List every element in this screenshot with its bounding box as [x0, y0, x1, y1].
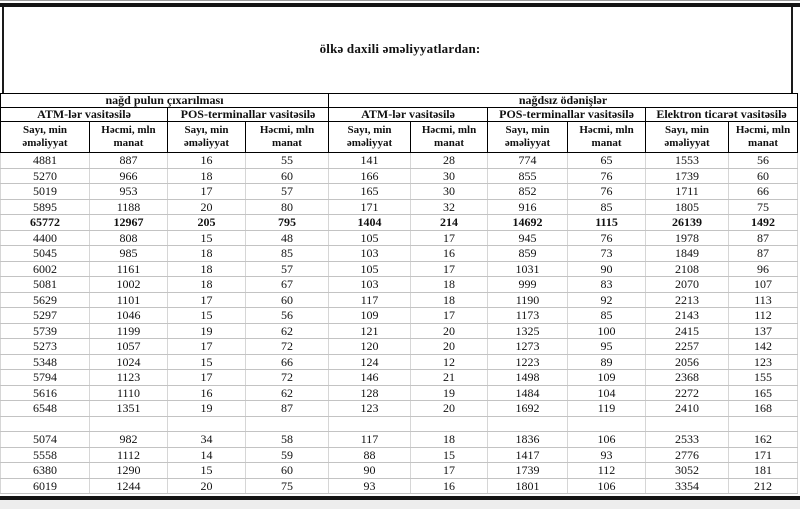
cell: 953	[90, 184, 168, 200]
cell: 16	[411, 246, 488, 262]
cell: 48	[246, 230, 329, 246]
table-row	[1, 277, 798, 293]
cell: 1290	[90, 463, 168, 479]
cell: 1836	[488, 432, 568, 448]
table-body	[1, 153, 798, 494]
table-row	[1, 385, 798, 401]
cell: 17	[168, 292, 246, 308]
cell: 141	[329, 153, 411, 169]
cell: 5348	[1, 354, 90, 370]
cell: 859	[488, 246, 568, 262]
cell: 212	[729, 478, 798, 494]
table-row	[1, 478, 798, 494]
table-row	[1, 354, 798, 370]
top-hairline	[0, 0, 800, 1]
table-row	[1, 184, 798, 200]
cell: 945	[488, 230, 568, 246]
column-header-row	[1, 122, 798, 153]
cell: 155	[729, 370, 798, 386]
cell: 171	[729, 447, 798, 463]
table-row	[1, 230, 798, 246]
cell: 15	[168, 308, 246, 324]
page-title: ölkə daxili əməliyyatlardan:	[319, 41, 481, 56]
cell: 887	[90, 153, 168, 169]
column-header-hecmi: Həcmi, mln manat	[411, 122, 488, 153]
cell: 2070	[646, 277, 729, 293]
cell: 2108	[646, 261, 729, 277]
cell: 32	[411, 199, 488, 215]
cell: 56	[729, 153, 798, 169]
cell: 85	[568, 308, 646, 324]
group-header-cash-withdrawal: nağd pulun çıxarılması	[1, 94, 329, 108]
subgroup-header-atm-cash: ATM-lər vasitəsilə	[1, 108, 168, 122]
cell: 18	[168, 261, 246, 277]
cell: 5616	[1, 385, 90, 401]
cell: 85	[568, 199, 646, 215]
cell: 18	[411, 292, 488, 308]
cell: 205	[168, 215, 246, 231]
cell: 18	[168, 277, 246, 293]
cell: 72	[246, 339, 329, 355]
cell: 985	[90, 246, 168, 262]
cell: 1173	[488, 308, 568, 324]
cell: 2415	[646, 323, 729, 339]
cell: 137	[729, 323, 798, 339]
cell: 1351	[90, 401, 168, 417]
cell: 17	[411, 230, 488, 246]
cell: 89	[568, 354, 646, 370]
cell: 18	[168, 246, 246, 262]
cell: 60	[246, 292, 329, 308]
cell: 1101	[90, 292, 168, 308]
cell: 87	[729, 230, 798, 246]
cell: 982	[90, 432, 168, 448]
cell: 1199	[90, 323, 168, 339]
cell: 103	[329, 277, 411, 293]
cell: 2410	[646, 401, 729, 417]
cell: 14	[168, 447, 246, 463]
cell: 107	[729, 277, 798, 293]
cell: 88	[329, 447, 411, 463]
cell	[488, 416, 568, 432]
cell: 76	[568, 184, 646, 200]
cell: 1801	[488, 478, 568, 494]
cell: 80	[246, 199, 329, 215]
cell: 85	[246, 246, 329, 262]
cell: 12967	[90, 215, 168, 231]
cell: 15	[168, 463, 246, 479]
cell: 30	[411, 168, 488, 184]
cell: 17	[411, 308, 488, 324]
cell: 62	[246, 385, 329, 401]
cell: 66	[729, 184, 798, 200]
table-header	[1, 94, 798, 153]
cell: 18	[411, 432, 488, 448]
cell: 3354	[646, 478, 729, 494]
cell: 162	[729, 432, 798, 448]
cell: 30	[411, 184, 488, 200]
cell: 26139	[646, 215, 729, 231]
cell: 6002	[1, 261, 90, 277]
cell: 999	[488, 277, 568, 293]
table-row	[1, 447, 798, 463]
cell: 2257	[646, 339, 729, 355]
cell: 1112	[90, 447, 168, 463]
table-row	[1, 339, 798, 355]
cell: 2272	[646, 385, 729, 401]
cell: 20	[411, 339, 488, 355]
cell: 60	[246, 463, 329, 479]
cell: 5019	[1, 184, 90, 200]
table-row	[1, 308, 798, 324]
cell: 112	[568, 463, 646, 479]
cell: 1031	[488, 261, 568, 277]
table-row	[1, 168, 798, 184]
cell: 65	[568, 153, 646, 169]
cell: 146	[329, 370, 411, 386]
cell: 5074	[1, 432, 90, 448]
table-row	[1, 401, 798, 417]
cell: 60	[729, 168, 798, 184]
column-header-hecmi: Həcmi, mln manat	[246, 122, 329, 153]
cell: 17	[411, 463, 488, 479]
cell: 5273	[1, 339, 90, 355]
cell: 2143	[646, 308, 729, 324]
cell: 124	[329, 354, 411, 370]
table-row	[1, 463, 798, 479]
cell: 109	[568, 370, 646, 386]
column-header-hecmi: Həcmi, mln manat	[568, 122, 646, 153]
cell: 76	[568, 168, 646, 184]
cell: 3052	[646, 463, 729, 479]
table-row	[1, 199, 798, 215]
cell: 104	[568, 385, 646, 401]
cell: 21	[411, 370, 488, 386]
cell: 123	[729, 354, 798, 370]
cell: 90	[568, 261, 646, 277]
cell: 2776	[646, 447, 729, 463]
cell: 96	[729, 261, 798, 277]
cell: 1024	[90, 354, 168, 370]
cell: 66	[246, 354, 329, 370]
cell: 1046	[90, 308, 168, 324]
cell: 214	[411, 215, 488, 231]
cell: 15	[168, 354, 246, 370]
cell: 171	[329, 199, 411, 215]
cell: 1849	[646, 246, 729, 262]
cell: 1711	[646, 184, 729, 200]
cell: 1739	[646, 168, 729, 184]
cell: 181	[729, 463, 798, 479]
cell: 774	[488, 153, 568, 169]
cell: 12	[411, 354, 488, 370]
cell	[168, 416, 246, 432]
cell	[411, 416, 488, 432]
cell: 1110	[90, 385, 168, 401]
cell: 123	[329, 401, 411, 417]
cell: 117	[329, 292, 411, 308]
cell: 1553	[646, 153, 729, 169]
group-header-row	[1, 94, 798, 108]
subgroup-header-ecommerce: Elektron ticarət vasitəsilə	[646, 108, 798, 122]
cell	[1, 416, 90, 432]
operations-table	[0, 93, 798, 494]
cell: 5739	[1, 323, 90, 339]
cell: 56	[246, 308, 329, 324]
cell: 966	[90, 168, 168, 184]
cell: 5895	[1, 199, 90, 215]
cell: 105	[329, 230, 411, 246]
cell: 1692	[488, 401, 568, 417]
column-header-hecmi: Həcmi, mln manat	[729, 122, 798, 153]
cell: 95	[568, 339, 646, 355]
cell: 1978	[646, 230, 729, 246]
cell: 34	[168, 432, 246, 448]
cell: 2213	[646, 292, 729, 308]
cell: 18	[168, 168, 246, 184]
cell: 4881	[1, 153, 90, 169]
cell: 67	[246, 277, 329, 293]
cell: 106	[568, 432, 646, 448]
cell: 1002	[90, 277, 168, 293]
cell: 6548	[1, 401, 90, 417]
cell: 1484	[488, 385, 568, 401]
cell: 105	[329, 261, 411, 277]
cell: 1115	[568, 215, 646, 231]
cell	[246, 416, 329, 432]
cell: 75	[246, 478, 329, 494]
cell: 5270	[1, 168, 90, 184]
table-row	[1, 246, 798, 262]
cell: 128	[329, 385, 411, 401]
cell: 119	[568, 401, 646, 417]
cell: 17	[168, 370, 246, 386]
subgroup-header-atm-cashless: ATM-lər vasitəsilə	[329, 108, 488, 122]
cell: 5558	[1, 447, 90, 463]
cell: 19	[168, 401, 246, 417]
cell: 1190	[488, 292, 568, 308]
cell: 18	[411, 277, 488, 293]
cell: 17	[411, 261, 488, 277]
table-row	[1, 370, 798, 386]
column-header-sayi: Sayı, min əməliyyat	[488, 122, 568, 153]
cell: 28	[411, 153, 488, 169]
cell: 1325	[488, 323, 568, 339]
cell: 60	[246, 168, 329, 184]
cell	[90, 416, 168, 432]
cell: 5081	[1, 277, 90, 293]
cell	[568, 416, 646, 432]
cell: 83	[568, 277, 646, 293]
cell: 17	[168, 339, 246, 355]
cell: 1498	[488, 370, 568, 386]
cell: 121	[329, 323, 411, 339]
cell: 58	[246, 432, 329, 448]
cell	[329, 416, 411, 432]
cell: 5297	[1, 308, 90, 324]
cell: 62	[246, 323, 329, 339]
cell: 1057	[90, 339, 168, 355]
cell: 1492	[729, 215, 798, 231]
cell: 1273	[488, 339, 568, 355]
cell: 92	[568, 292, 646, 308]
cell: 87	[729, 246, 798, 262]
cell: 4400	[1, 230, 90, 246]
cell: 72	[246, 370, 329, 386]
column-header-sayi: Sayı, min əməliyyat	[646, 122, 729, 153]
cell: 1404	[329, 215, 411, 231]
cell: 55	[246, 153, 329, 169]
cell: 65772	[1, 215, 90, 231]
cell: 1805	[646, 199, 729, 215]
cell: 6019	[1, 478, 90, 494]
cell: 6380	[1, 463, 90, 479]
cell: 93	[568, 447, 646, 463]
cell: 1123	[90, 370, 168, 386]
cell: 808	[90, 230, 168, 246]
cell: 90	[329, 463, 411, 479]
cell: 19	[168, 323, 246, 339]
cell: 916	[488, 199, 568, 215]
cell: 93	[329, 478, 411, 494]
table-row	[1, 292, 798, 308]
table-row	[1, 261, 798, 277]
cell: 855	[488, 168, 568, 184]
cell: 109	[329, 308, 411, 324]
cell: 113	[729, 292, 798, 308]
cell: 5794	[1, 370, 90, 386]
cell: 112	[729, 308, 798, 324]
subgroup-header-pos-cash: POS-terminallar vasitəsilə	[168, 108, 329, 122]
cell: 2368	[646, 370, 729, 386]
cell: 2533	[646, 432, 729, 448]
cell: 106	[568, 478, 646, 494]
cell: 14692	[488, 215, 568, 231]
footer-grey-strip	[0, 500, 800, 509]
cell: 165	[729, 385, 798, 401]
cell: 20	[411, 323, 488, 339]
cell: 57	[246, 184, 329, 200]
cell: 103	[329, 246, 411, 262]
cell: 15	[411, 447, 488, 463]
cell: 795	[246, 215, 329, 231]
cell: 16	[168, 153, 246, 169]
cell: 16	[411, 478, 488, 494]
column-header-hecmi: Həcmi, mln manat	[90, 122, 168, 153]
cell: 87	[246, 401, 329, 417]
cell: 76	[568, 230, 646, 246]
cell: 117	[329, 432, 411, 448]
cell: 120	[329, 339, 411, 355]
group-header-cashless-payments: nağdsız ödənişlər	[329, 94, 798, 108]
cell: 57	[246, 261, 329, 277]
column-header-sayi: Sayı, min əməliyyat	[329, 122, 411, 153]
cell: 20	[168, 199, 246, 215]
cell: 73	[568, 246, 646, 262]
cell: 1417	[488, 447, 568, 463]
cell: 16	[168, 385, 246, 401]
table-row	[1, 416, 798, 432]
cell	[646, 416, 729, 432]
cell: 19	[411, 385, 488, 401]
cell: 2056	[646, 354, 729, 370]
cell: 1188	[90, 199, 168, 215]
cell: 1739	[488, 463, 568, 479]
table-row	[1, 323, 798, 339]
cell: 142	[729, 339, 798, 355]
cell: 165	[329, 184, 411, 200]
cell: 852	[488, 184, 568, 200]
top-rule	[0, 3, 800, 7]
table-row	[1, 153, 798, 169]
cell: 166	[329, 168, 411, 184]
cell: 59	[246, 447, 329, 463]
cell: 20	[168, 478, 246, 494]
cell: 100	[568, 323, 646, 339]
cell	[729, 416, 798, 432]
cell: 15	[168, 230, 246, 246]
table-row	[1, 432, 798, 448]
cell: 1244	[90, 478, 168, 494]
table-row	[1, 215, 798, 231]
cell: 168	[729, 401, 798, 417]
column-header-sayi: Sayı, min əməliyyat	[168, 122, 246, 153]
subgroup-header-row	[1, 108, 798, 122]
cell: 1161	[90, 261, 168, 277]
cell: 1223	[488, 354, 568, 370]
cell: 17	[168, 184, 246, 200]
subgroup-header-pos-cashless: POS-terminallar vasitəsilə	[488, 108, 646, 122]
column-header-sayi: Sayı, min əməliyyat	[1, 122, 90, 153]
cell: 20	[411, 401, 488, 417]
cell: 75	[729, 199, 798, 215]
cell: 5045	[1, 246, 90, 262]
cell: 5629	[1, 292, 90, 308]
